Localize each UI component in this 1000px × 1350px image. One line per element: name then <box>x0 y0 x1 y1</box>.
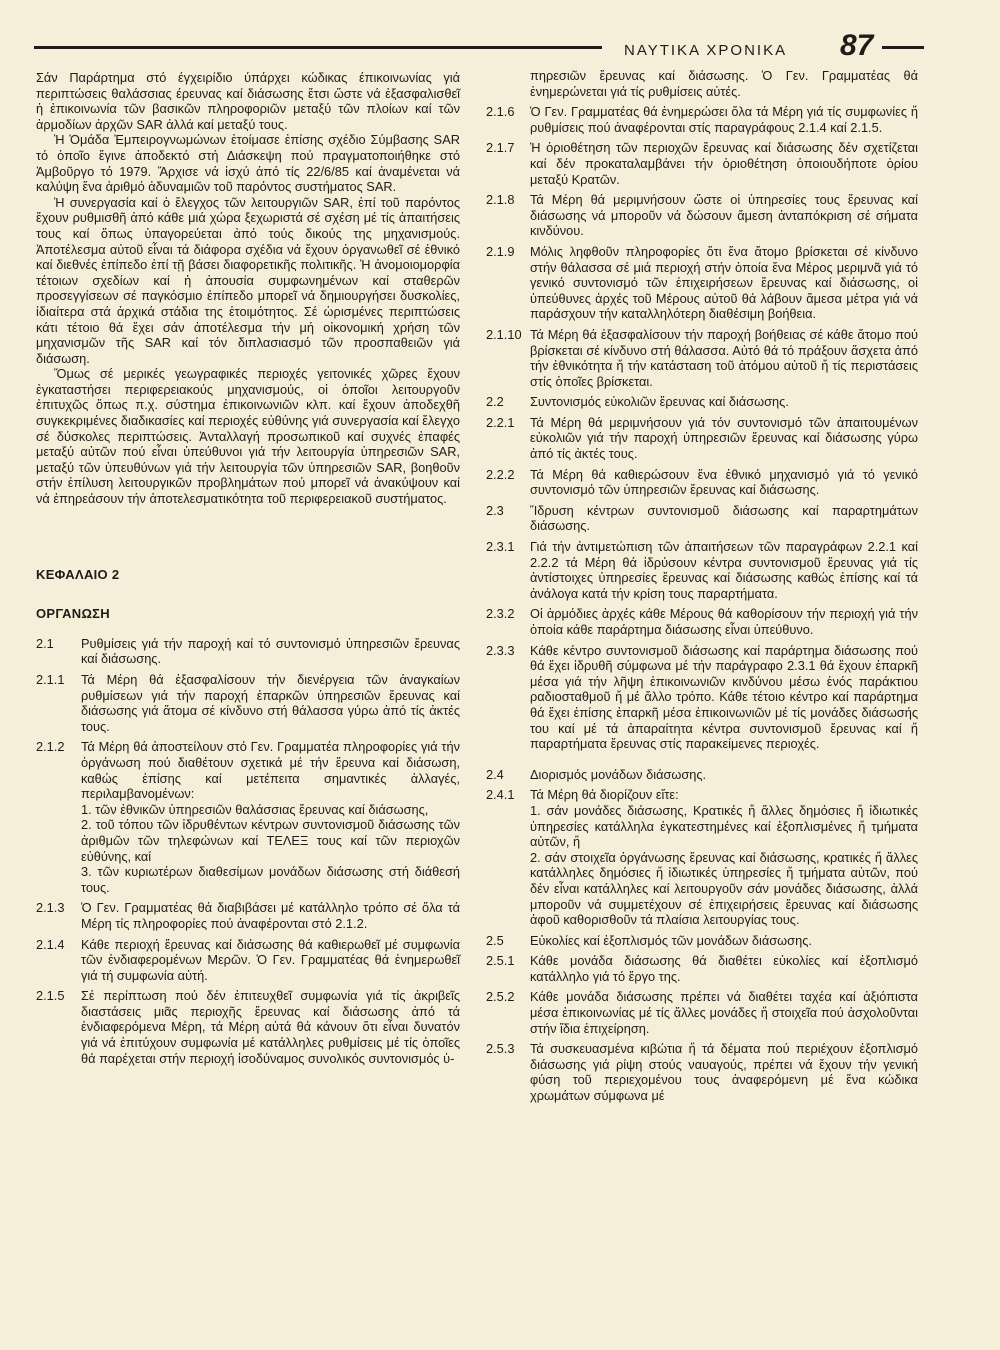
right-column <box>486 68 918 1109</box>
paragraph: Ἡ Ὁμάδα Ἐμπειρογνωμώνων ἑτοίμασε ἐπίσης σχέδιο Σύμβασης SAR τό ὁποῖο ἔγινε ἀποδεκτό στή Διάσκεψη πού πραγματοποιήθηκε στό Ἀμβοῦργο τό 1979. Ἄρχισε νά ἰσχύ ἀπό τίς 22/6/85 καί ἀναμένεται νά καλύψη ἕνα ἀριθμό ἀδυναμιῶν τοῦ παρόντος συστήματος SAR. <box>36 132 460 195</box>
list-item <box>486 539 918 601</box>
item-text: Γιά τήν ἀντιμετώπιση τῶν ἀπαιτήσεων τῶν παραγράφων 2.2.1 καί 2.2.2 τά Μέρη θά ἱδρύσουν κέντρα συντονισμοῦ ἔρευνας γιά τίς ἀντίστοιχες ὑπηρεσίες ἔρευνας καί διάσωσης καθώς ἐπίσης καί τά ἀνάλογα κατά τήν κρίση τους παραρτήματα. <box>530 539 918 601</box>
item-number: 2.5 <box>486 932 504 948</box>
item-number: 2.1.2 <box>36 739 65 755</box>
list-item <box>486 140 918 187</box>
list-item <box>486 244 918 322</box>
list-item <box>36 900 460 931</box>
item-text: Τά Μέρη θά ἐξασφαλίσουν τήν διενέργεια τῶν ἀναγκαίων ρυθμίσεων γιά τήν παροχή ἐπαρκῶν ὑπηρεσιῶν ἔρευνας καί διάσωσης γιά ἄτομα σέ κίνδυνο στή θάλασσα γύρω ἀπό τίς ἀκτές τους. <box>81 672 460 734</box>
page-number: 87 <box>840 29 874 62</box>
list-item <box>36 636 460 667</box>
item-number: 2.5.2 <box>486 989 515 1005</box>
list-item <box>486 933 918 949</box>
list-item <box>486 606 918 637</box>
item-number: 2.1.10 <box>486 326 522 342</box>
item-number: 2.1.9 <box>486 243 515 259</box>
list-item-continuation <box>486 68 918 99</box>
list-item <box>36 739 460 895</box>
item-text: Σέ περίπτωση πού δέν ἐπιτευχθεῖ συμφωνία γιά τίς ἀκριβεῖς διαστάσεις μιᾶς περιοχῆς ἔρευνας καί διάσωσης ἀπό τά ἐνδιαφερόμενα Μέρη, τά Μέρη αὐτά θά κάνουν ὅτι εἶναι δυνατόν γιά νά ἐπιτύχουν συμφωνία μέ κατάλληλες ρυθμίσεις μέ τίς ὁποῖες θά παρέχεται στήν περιοχή ἰσοδύναμος συνολικός συντονισμός ὑ- <box>81 988 460 1066</box>
item-text: Κάθε μονάδα διάσωσης πρέπει νά διαθέτει ταχέα καί ἀξιόπιστα μέσα ἐπικοινωνίας μέ τίς ἄλλες μονάδες ἤ στοιχεῖα πού ἀσχολοῦνται στήν ἴδια ἐπιχείρηση. <box>530 989 918 1036</box>
page-header <box>34 29 924 68</box>
list-item <box>486 643 918 752</box>
list-item <box>486 1041 918 1103</box>
item-number: 2.3.3 <box>486 642 515 658</box>
item-text: Ἵδρυση κέντρων συντονισμοῦ διάσωσης καί παραρτημάτων διάσωσης. <box>530 502 918 534</box>
item-number: 2.4 <box>486 766 504 782</box>
list-item <box>486 503 918 534</box>
chapter-title: ΟΡΓΑΝΩΣΗ <box>36 606 110 622</box>
list-item <box>486 192 918 239</box>
sub-item: 2. σάν στοιχεῖα ὀργάνωσης ἔρευνας καί διάσωσης, κρατικές ἤ ἄλλες κατάλληλες δημόσιες ἤ ἰδιωτικές ὑπηρεσίες ἤ τμήματα αὐτῶν, πού δέν εἶναι κατάλληλες καί λειτουργοῦν σάν μονάδες διάσωσης, ἀλλά μποροῦν νά συμμετέχουν σέ ἐπιχειρήσεις ἔρευνας καί διάσωσης ἀφοῦ καθορισθοῦν τά πλαίσια λειτουργίας τους. <box>530 849 918 928</box>
list-item <box>486 767 918 783</box>
item-number: 2.1.4 <box>36 936 65 952</box>
list-item <box>486 989 918 1036</box>
item-number: 2.2 <box>486 394 504 410</box>
item-text: Οἱ ἁρμόδιες ἀρχές κάθε Μέρους θά καθορίσουν τήν περιοχή γιά τήν ὁποία κάθε παράρτημα διάσωσης εἶναι ὑπεύθυνο. <box>530 606 918 637</box>
paragraph: Σάν Παράρτημα στό έγχειρίδιο ύπάρχει κώδικας έπικοινωνίας γιά περιπτώσεις θαλάσσιας έρευνας καί διάσωσης ἔτσι ὥστε νά ἐξασφαλισθεῖ ἡ ἐπικοινωνία τῶν βασικῶν πληροφοριῶν μεταξύ τῶν πλοίων καί τῶν ἁρμοδίων ἀρχῶν SAR ἀλλά καί μεταξύ τους. <box>36 70 460 132</box>
list-item <box>486 394 918 410</box>
item-text: Ρυθμίσεις γιά τήν παροχή καί τό συντονισμό ὑπηρεσιῶν ἔρευνας καί διάσωσης. <box>81 635 460 667</box>
item-number: 2.1.6 <box>486 104 515 120</box>
header-rule-left <box>34 46 602 49</box>
item-number: 2.2.1 <box>486 414 515 430</box>
list-item <box>486 467 918 498</box>
item-text: Ὁ Γεν. Γραμματέας θά ἐνημερώσει ὅλα τά Μέρη γιά τίς συμφωνίες ἤ ρυθμίσεις πού ἀναφέρονται στίς παραγράφους 2.1.4 καί 2.1.5. <box>530 104 918 135</box>
item-number: 2.3.1 <box>486 539 515 555</box>
item-text: πηρεσιῶν ἔρευνας καί διάσωσης. Ὁ Γεν. Γραμματέας θά ἐνημερώνεται γιά τίς ρυθμίσεις αὐτές. <box>530 68 918 99</box>
paragraph: Ἡ συνεργασία καί ὁ ἔλεγχος τῶν λειτουργιῶν SAR, ἐπί τοῦ παρόντος ἔχουν ρυθμισθῆ ἀπό κάθε μιά χώρα ξεχωριστά σέ σχέση μέ τίς ἀπαιτήσεις τους καί ὅπως ὑπαγορεύεται ἀπό τούς δικούς της μηχανισμούς. Ἀποτέλεσμα αὐτοῦ εἶναι τά διάφορα σχέδια νά ἔχουν ὀργανωθεῖ σέ ἐθνικό καί διεθνές ἐπίπεδο ἐπί τῇ βάσει διαφορετικῆς πολιτικῆς. Ἡ ἀνομοιομορφία τέτοιων σχεδίων καί ἡ ἀπουσία συμφωνημένων καί σταθερῶν προσεγγίσεων σέ παγκόσμιο ἐπίπεδο μπορεῖ νά δημιουργήσει δυσκολίες, ἰδιαίτερα στά ἀρχικά στάδια της ἑτοιμότητος. Σέ ὡρισμένες περιπτώσεις κάτι τέτοιο θά ἔχει σάν ἀποτέλεσμα τήν μή οἰκονομική χρήση τῶν μηχανισμῶν τῆς SAR καί τόν διπλασιασμό τῶν προσπαθειῶν γιά διάσωση. <box>36 194 460 366</box>
item-text: Ὁ Γεν. Γραμματέας θά διαβιβάσει μέ κατάλληλο τρόπο σέ ὅλα τά Μέρη τίς πληροφορίες πού ἀναφέρονται στό 2.1.2. <box>81 900 460 931</box>
paragraph: Ὅμως σέ μερικές γεωγραφικές περιοχές γειτονικές χῶρες ἔχουν ἐγκαταστήσει περιφερειακούς μηχανισμούς, οἱ ὁποῖοι λειτουργοῦν ἐπιτυχῶς ὅπως π.χ. σύστημα ἐπικοινωνιῶν κλπ. καί ἔχουν ἀποδεχθῆ συγκεκριμένες διαδικασίες καί περιοχές εὐθύνης γιά συνεργασία καί ἔλεγχο σέ δύσκολες περιπτώσεις. Ἀνταλλαγή προσωπικοῦ καί συχνές ἐπαφές μεταξύ αὐτῶν πού εἶναι ὑπεύθυνοι γιά τήν λειτουργία ὑπηρεσιῶν SAR, μεταξύ τῶν ὑπευθύνων γιά τήν λειτουργία τῶν ὑπηρεσιῶν SAR, βοηθοῦν στήν ἐπίλυση λειτουργικῶν προβλημάτων πού μπορεῖ νά ἀνακύψουν καί νά ἐπηρεάσουν τήν ἀποτελεσματικότητα τοῦ περιφερειακοῦ συστήματος. <box>36 366 460 507</box>
item-text: Μόλις ληφθοῦν πληροφορίες ὅτι ἕνα ἄτομο βρίσκεται σέ κίνδυνο στήν θάλασσα σέ μιά περιοχή στήν ὁποία ἕνα Μέρος μεριμνᾶ γιά τό γενικό συντονισμό τῶν ἐπιχειρήσεων ἔρευνας καί διάσωσης, οἱ ὑπεύθυνες ἀρχές τοῦ Μέρους αὐτοῦ θά λάβουν ἄμεσα μέτρα γιά νά παράσχουν τήν καταλληλότερη διαθέσιμη βοήθεια. <box>530 243 918 322</box>
item-number: 2.4.1 <box>486 787 515 803</box>
list-item <box>486 787 918 927</box>
item-number: 2.2.2 <box>486 466 515 482</box>
item-text: Τά Μέρη θά ἐξασφαλίσουν τήν παροχή βοήθειας σέ κάθε ἄτομο πού βρίσκεται σέ κίνδυνο στή θάλασσα. Αὐτό θά τό πράξουν ἄσχετα ἀπό τήν ἐθνικότητα ἤ τήν κατάσταση τοῦ ἀτόμου αὐτοῦ ἤ τίς περιστάσεις στίς ὁποῖες βρίσκεται. <box>530 326 918 389</box>
item-text: Συντονισμός εὐκολιῶν ἔρευνας καί διάσωσης. <box>530 394 789 410</box>
list-item <box>36 937 460 984</box>
list-item <box>36 988 460 1066</box>
item-text: Τά Μέρη θά μεριμνήσουν ὥστε οἱ ὑπηρεσίες τους ἔρευνας καί διάσωσης νά μποροῦν νά δώσουν ἄμεση ἀνταπόκριση σέ σήματα κινδύνου. <box>530 192 918 239</box>
sub-item: 2. τοῦ τόπου τῶν ἱδρυθέντων κέντρων συντονισμοῦ διάσωσης τῶν ἀριθμῶν τῶν τηλεφώνων καί ΤΕΛΕΞ τους καί τῶν περιοχῶν εὐθύνης, καί <box>81 817 460 864</box>
item-text: Ἡ ὁριοθέτηση τῶν περιοχῶν ἔρευνας καί διάσωσης δέν σχετίζεται καί δέν προκαταλαμβάνει τήν ὁριοθέτηση ὁποιουδήποτε ὁρίου μεταξύ Κρατῶν. <box>530 140 918 187</box>
left-column <box>36 70 460 1071</box>
list-item <box>486 104 918 135</box>
item-number: 2.1.3 <box>36 900 65 916</box>
item-text-block <box>81 739 460 895</box>
item-number: 2.3 <box>486 502 504 518</box>
item-text: Τά Μέρη θά μεριμνήσουν γιά τόν συντονισμό τῶν ἀπαιτουμένων εὐκολιῶν γιά τήν παροχή ὑπηρεσιῶν ἔρευνας καί διάσωσης γύρω ἀπό τίς ἀκτές τους. <box>530 414 918 462</box>
item-text: Κάθε περιοχή ἔρευνας καί διάσωσης θά καθιερωθεῖ μέ συμφωνία τῶν ἐνδιαφερομένων Μερῶν. Ὁ Γεν. Γραμματέας θά ἐνημερωθεῖ γιά τή συμφωνία αὐτή. <box>81 936 460 983</box>
item-number: 2.1.5 <box>36 988 65 1004</box>
item-text-block <box>530 787 918 927</box>
journal-title: ΝΑΥΤΙΚΑ ΧΡΟΝΙΚΑ <box>624 42 788 59</box>
list-item <box>486 327 918 389</box>
list-item <box>486 953 918 984</box>
list-item <box>36 672 460 734</box>
sub-item: 3. τῶν κυριωτέρων διαθεσίμων μονάδων διάσωσης στή διάθεσή τους. <box>81 864 460 895</box>
list-item <box>486 415 918 462</box>
sub-item: 1. σάν μονάδες διάσωσης, Κρατικές ἤ ἄλλες δημόσιες ἤ ἰδιωτικές ὑπηρεσίες κατάλληλα ἐγκατεστημένες καί ἐξοπλισμένες ἤ τμήματα αὐτῶν, ἤ <box>530 802 918 850</box>
item-text: Εὐκολίες καί ἐξοπλισμός τῶν μονάδων διάσωσης. <box>530 932 812 948</box>
item-number: 2.5.1 <box>486 953 515 969</box>
item-text: Τά Μέρη θά διορίζουν εἴτε: <box>530 787 679 803</box>
item-number: 2.1.1 <box>36 672 65 687</box>
item-text: Κάθε μονάδα διάσωσης θά διαθέτει εὐκολίες καί ἐξοπλισμό κατάλληλο γιά τό ἔργο της. <box>530 953 918 984</box>
item-number: 2.5.3 <box>486 1041 515 1057</box>
item-text: Τά Μέρη θά ἀποστείλουν στό Γεν. Γραμματέα πληροφορίες γιά τήν ὀργάνωση πού διαθέτουν σχετικά μέ τήν ἔρευνα καί διάσωση, καθώς ἐπίσης καί μετέπειτα σημαντικές ἀλλαγές, περιλαμβανομένων: <box>81 739 460 802</box>
item-number: 2.1.7 <box>486 140 515 156</box>
item-text: Τά Μέρη θά καθιερώσουν ἕνα ἐθνικό μηχανισμό γιά τό γενικό συντονισμό τῶν ὑπηρεσιῶν ἔρευνας καί διάσωσης. <box>530 466 918 498</box>
chapter-heading: ΚΕΦΑΛΑΙΟ 2 <box>36 566 120 582</box>
item-number: 2.1.8 <box>486 192 515 208</box>
item-number: 2.3.2 <box>486 606 515 622</box>
item-text: Κάθε κέντρο συντονισμοῦ διάσωσης καί παράρτημα διάσωσης πού θά ἔχει ἱδρυθῆ σύμφωνα μέ τήν παράγραφο 2.3.1 θά ἔχουν ἐπαρκῆ μέσα γιά τήν λῆψη ἐπικοινωνιῶν κινδύνου μέσω ἑνός παράκτιου ραδιοσταθμοῦ ἤ μέ ἄλλο τρόπο. Κάθε τέτοιο κέντρο καί παράρτημα θά ἔχει ἐπίσης ἐπαρκῆ μέσα ἐπικοινωνιῶν μέ τίς μονάδες διάσωσής του καί μέ τά ἀπαραίτητα κέντρα συντονισμοῦ ἔρευνας καί ἤ παραρτήματα ἔρευνας στίς παρακείμενες περιοχές. <box>530 642 918 752</box>
item-number: 2.1 <box>36 635 54 651</box>
item-text: Διορισμός μονάδων διάσωσης. <box>530 766 707 782</box>
header-rule-right <box>882 46 924 49</box>
sub-item: 1. τῶν ἐθνικῶν ὑπηρεσιῶν θαλάσσιας ἔρευνας καί διάσωσης, <box>81 801 429 817</box>
item-text: Τά συσκευασμένα κιβώτια ἤ τά δέματα πού περιέχουν ἐξοπλισμό διάσωσης γιά ρίψη στούς ναυαγούς, πρέπει νά ἔχουν τήν γενική φύση τοῦ περιεχομένου τους ἀναφερόμενη μέ ἕνα κώδικα χρωμάτων σύμφωνα μέ <box>530 1041 918 1104</box>
